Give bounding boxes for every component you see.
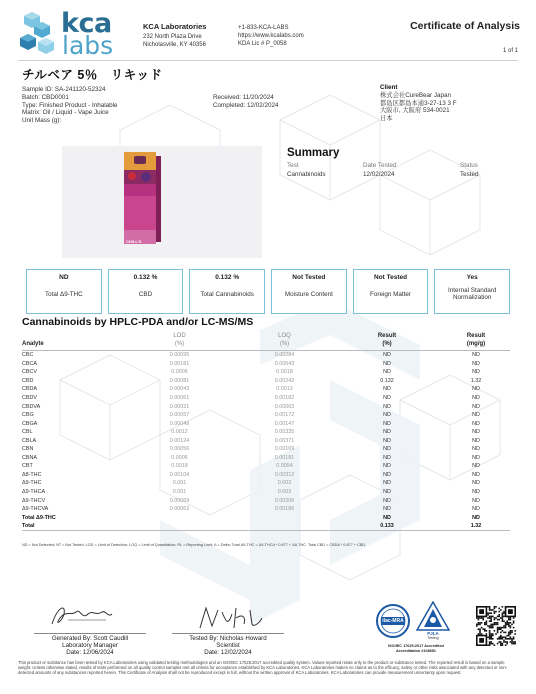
loq-cell: 0.0054 <box>276 463 293 470</box>
result-mg-cell: ND <box>472 352 480 359</box>
result-pct-cell: ND <box>383 463 391 470</box>
lod-cell: 0.00095 <box>169 352 190 359</box>
result-mg-cell: ND <box>472 497 480 504</box>
result-pct-cell: ND <box>383 369 391 376</box>
analyte-cell: CBNA <box>22 454 37 461</box>
analyte-cell: CBD <box>22 377 34 384</box>
col-result-pct <box>332 333 442 351</box>
table-row <box>22 360 510 369</box>
cannabinoids-title: Cannabinoids by HPLC-PDA and/or LC-MS/MS <box>22 316 254 328</box>
signature-scott-caudill <box>46 602 116 630</box>
result-pct-cell: ND <box>383 403 391 410</box>
result-mg-cell: ND <box>472 446 480 453</box>
col-lod-label: LOD <box>173 333 186 339</box>
analyte-cell: CBCV <box>22 369 37 376</box>
signature-block-right <box>162 635 294 657</box>
client-line2: 都島区都島本通3-27-13 3 F <box>380 99 457 107</box>
generated-by-title: Laboratory Manager <box>62 642 118 650</box>
table-row <box>22 479 510 488</box>
dates-info <box>213 94 333 110</box>
result-pct-cell: ND <box>383 429 391 436</box>
col-result-pct-unit: (%) <box>382 340 392 347</box>
analyte-cell: CBL <box>22 429 33 436</box>
col-lod-unit: (%) <box>174 340 185 347</box>
result-pct-cell: ND <box>383 395 391 401</box>
summary-title: Summary <box>287 147 340 159</box>
loq-cell: 0.00206 <box>274 497 295 504</box>
loq-cell: 0.0013 <box>276 386 293 393</box>
tile-label: Total Cannabinoids <box>200 291 254 298</box>
table-row <box>22 394 510 403</box>
analyte-cell: CBDVA <box>22 403 41 410</box>
lab-address-line1: 232 North Plaza Drive <box>143 34 202 40</box>
table-total-row <box>22 513 510 522</box>
result-pct-cell: ND <box>383 420 391 427</box>
analyte-cell: Total <box>22 522 122 531</box>
result-pct-cell: ND <box>383 489 391 496</box>
lab-address-line2: Nicholasville, KY 40356 <box>143 42 206 48</box>
sample-type: Type: Finished Product - Inhalable <box>22 101 118 109</box>
logo-kca-text: kca <box>61 8 112 39</box>
loq-cell: 0.00182 <box>274 395 295 401</box>
lod-cell <box>122 522 237 531</box>
table-row <box>22 368 510 377</box>
result-mg-cell: 1.32 <box>442 522 510 531</box>
result-pct-cell: ND <box>383 437 391 444</box>
col-loq-label: LOQ <box>278 333 291 339</box>
lod-cell: 0.00056 <box>169 446 190 453</box>
analyte-cell: CBCA <box>22 360 37 367</box>
result-mg-cell: ND <box>472 471 480 478</box>
lab-contact <box>238 24 338 48</box>
col-lod <box>122 333 237 351</box>
summary-col-test: Test <box>287 162 299 169</box>
tile-label: Moisture Content <box>284 291 333 298</box>
result-mg-cell: ND <box>472 514 480 521</box>
tile-value: Not Tested <box>373 274 408 281</box>
tile-value: 0.132 % <box>133 274 158 281</box>
table-row <box>22 377 510 386</box>
analyte-cell: Δ8-THC <box>22 471 42 478</box>
logo-cubes-icon <box>18 10 60 56</box>
pjla-triangle-icon <box>416 601 450 631</box>
lod-cell: 0.00124 <box>169 437 190 444</box>
tile-foreign-matter <box>353 269 429 314</box>
tile-label: Internal Standard Normalization <box>448 287 497 301</box>
tested-by: Tested By: Nicholas Howard <box>189 635 267 642</box>
lod-cell: 0.0012 <box>171 429 188 436</box>
analyte-cell: Δ9-THCVA <box>22 506 49 513</box>
analyte-cell: Δ9-THC <box>22 480 42 487</box>
table-row <box>22 428 510 437</box>
sample-info <box>22 86 202 125</box>
tested-by-title: Scientist <box>216 642 240 650</box>
cannabinoids-table <box>22 333 510 531</box>
table-row <box>22 496 510 505</box>
result-tiles <box>26 269 510 314</box>
iso-line2: Accreditation #108651 <box>395 648 437 653</box>
lod-cell: 0.00043 <box>169 386 190 393</box>
summary-status: Tested <box>460 171 479 178</box>
col-loq <box>237 333 332 351</box>
tile-internal-standard <box>434 269 510 314</box>
col-result-mg-label: Result <box>466 333 486 339</box>
result-mg-cell: ND <box>472 506 480 513</box>
client-info <box>380 84 520 123</box>
result-pct-cell: ND <box>383 506 391 513</box>
lab-license: KDA Lic # P_0058 <box>238 41 287 47</box>
result-pct-cell: 0.132 <box>380 377 394 384</box>
analyte-cell: CBG <box>22 412 34 419</box>
tile-total-cannabinoids <box>189 269 265 314</box>
tile-value: 0.132 % <box>215 274 240 281</box>
loq-cell: 0.00186 <box>274 506 295 513</box>
result-mg-cell: ND <box>472 386 480 393</box>
table-row <box>22 445 510 454</box>
col-result-pct-label: Result <box>377 333 397 339</box>
summary-date: 12/02/2024 <box>363 171 395 178</box>
result-mg-cell: ND <box>472 420 480 427</box>
header-divider <box>18 60 518 61</box>
table-row <box>22 471 510 480</box>
result-pct-cell: ND <box>383 497 391 504</box>
result-pct-cell: ND <box>383 514 391 521</box>
loq-cell: 0.00312 <box>274 471 295 478</box>
table-row <box>22 385 510 394</box>
tile-total-d9-thc <box>26 269 102 314</box>
tile-label: Foreign Matter <box>370 291 411 298</box>
result-pct-cell: ND <box>383 471 391 478</box>
result-mg-cell: ND <box>472 403 480 410</box>
completed-date: Completed: 12/02/2024 <box>213 101 279 109</box>
col-loq-unit: (%) <box>279 340 290 347</box>
loq-cell: 0.00371 <box>274 437 295 444</box>
lab-phone: +1-833-KCA-LABS <box>238 25 289 31</box>
table-row <box>22 436 510 445</box>
product-title: チルベア 5％ リキッド <box>22 68 163 82</box>
lod-cell: 0.00069 <box>169 497 190 504</box>
tile-value: Yes <box>466 274 478 281</box>
loq-cell: 0.00147 <box>274 420 295 427</box>
lab-name: KCA Laboratories <box>143 22 207 31</box>
generated-by-date: Date: 12/06/2024 <box>66 649 114 657</box>
result-pct-cell: 0.133 <box>332 522 442 531</box>
generated-by: Generated By: Scott Caudill <box>51 635 129 642</box>
result-mg-cell: ND <box>472 437 480 444</box>
iso-accreditation <box>366 644 466 653</box>
result-mg-cell: ND <box>472 463 480 470</box>
product-box-image <box>62 146 262 258</box>
loq-cell: 0.00063 <box>274 403 295 410</box>
analyte-cell: Δ9-THCA <box>22 489 46 496</box>
result-mg-cell: ND <box>472 369 480 376</box>
sig-line-left <box>34 633 146 634</box>
result-pct-cell: ND <box>383 446 391 453</box>
result-pct-cell: ND <box>383 352 391 359</box>
col-analyte: Analyte <box>22 333 122 351</box>
lod-cell: 0.00021 <box>169 403 190 410</box>
tile-cbd <box>108 269 184 314</box>
client-line1: 株式会社CureBear Japan <box>380 91 452 99</box>
signature-block-left <box>24 635 156 657</box>
table-total-row <box>22 522 510 531</box>
analyte-cell: CBC <box>22 352 34 359</box>
result-mg-cell: ND <box>472 412 480 419</box>
lod-cell: 0.00181 <box>169 360 190 367</box>
table-row <box>22 454 510 463</box>
table-row <box>22 462 510 471</box>
result-mg-cell: 1.32 <box>470 377 482 384</box>
table-header-row <box>22 333 510 351</box>
lab-info <box>143 22 233 49</box>
loq-cell: 0.00169 <box>274 446 295 453</box>
col-result-mg <box>442 333 510 351</box>
result-pct-cell: ND <box>383 386 391 393</box>
analyte-cell: CBDA <box>22 386 37 393</box>
col-result-mg-unit: (mg/g) <box>466 340 486 347</box>
kca-logo <box>18 8 130 60</box>
summary-col-status: Status <box>460 162 478 169</box>
page-number: 1 of 1 <box>502 48 518 54</box>
result-pct-cell: ND <box>383 360 391 367</box>
lod-cell: 0.00057 <box>169 412 190 419</box>
lod-cell: 0.0006 <box>171 454 188 461</box>
loq-cell: 0.00181 <box>274 454 295 461</box>
analyte-cell: CBLA <box>22 437 37 444</box>
qr-code[interactable] <box>476 606 516 646</box>
pjla-logo <box>416 601 450 640</box>
lod-cell: 0.00081 <box>169 377 190 384</box>
result-mg-cell: ND <box>472 360 480 367</box>
loq-cell: 0.003 <box>277 480 292 487</box>
loq-cell: 0.0018 <box>276 369 293 376</box>
lod-cell: 0.001 <box>172 489 187 496</box>
lod-cell: 0.0018 <box>171 463 188 470</box>
table-row <box>22 505 510 514</box>
table-row <box>22 402 510 411</box>
summary-col-date: Date Tested <box>363 162 397 169</box>
result-pct-cell: ND <box>383 412 391 419</box>
sig-line-right <box>172 633 284 634</box>
pjla-text: PJLA <box>427 631 439 636</box>
batch: Batch: CBD0001 <box>22 93 69 101</box>
result-mg-cell: ND <box>472 429 480 436</box>
tile-label: CBD <box>138 291 153 298</box>
logo-labs-text: labs <box>62 31 114 60</box>
loq-cell: 0.00543 <box>274 360 295 367</box>
lod-cell <box>122 513 237 522</box>
summary-test: Cannabinoids <box>287 171 326 178</box>
result-mg-cell: ND <box>472 454 480 461</box>
lod-cell: 0.00049 <box>169 420 190 427</box>
result-mg-cell: ND <box>472 395 480 401</box>
result-pct-cell: ND <box>383 454 391 461</box>
loq-cell: 0.003 <box>277 489 292 496</box>
client-line3: 大阪市, 大阪府 534-0021 <box>380 107 450 115</box>
table-row <box>22 351 510 360</box>
received-date: Received: 11/20/2024 <box>213 94 274 101</box>
table-row <box>22 488 510 497</box>
sample-id: Sample ID: SA-241120-52324 <box>22 86 106 93</box>
product-brand-label: CHILL'S <box>126 239 142 244</box>
ilac-mra-logo <box>376 604 410 638</box>
loq-cell <box>237 513 332 522</box>
signature-nicholas-howard <box>196 604 266 632</box>
tile-moisture <box>271 269 347 314</box>
analyte-cell: Total Δ9-THC <box>22 514 56 521</box>
pjla-sub-text: Testing <box>427 636 439 640</box>
lab-website[interactable]: https://www.kcalabs.com <box>238 33 304 39</box>
client-label: Client <box>380 84 398 91</box>
lod-cell: 0.00104 <box>169 471 190 478</box>
loq-cell: 0.00335 <box>274 429 295 436</box>
loq-cell: 0.00242 <box>274 377 295 384</box>
analyte-cell: CBT <box>22 463 33 470</box>
tile-value: ND <box>59 274 69 281</box>
lod-cell: 0.0006 <box>171 369 188 376</box>
analyte-cell: Δ9-THCV <box>22 497 46 504</box>
abbreviations-note: ND = Not Detected; NT = Not Tested; LOD = Limit of Detection; LOQ = Limit of Quantitation; RL = Reporting Limit; Δ = Delta; Total Δ9-THC = Δ9-THCA * 0.877 + Δ9-THC. Total CBD = CBDA * 0.877 + CBD. <box>22 543 367 547</box>
table-row <box>22 419 510 428</box>
table-row <box>22 411 510 420</box>
loq-cell: 0.00284 <box>274 352 295 359</box>
cannabinoids-table-body <box>22 351 510 531</box>
tile-label: Total Δ9-THC <box>44 291 83 298</box>
loq-cell <box>237 522 332 531</box>
unit-mass: Unit Mass (g): <box>22 117 62 125</box>
tested-by-date: Date: 12/02/2024 <box>204 649 252 657</box>
tile-value: Not Tested <box>292 274 326 281</box>
ilac-mra-text: ilac-MRA <box>382 617 404 624</box>
doc-title: Certificate of Analysis <box>410 20 520 32</box>
analyte-cell: CBN <box>22 446 34 453</box>
analyte-cell: CBGA <box>22 420 38 427</box>
disclaimer: This product or substance has been tested by KCA Laboratories using validated testing methodologies and an ISO/IEC 17025:2017 accredited quality system. Values reported relate only to the product or substance tested. The reported result is based on a sample weight. Unless otherwise stated, results of tests performed on all quality control samples met all criteria for acceptance established by KCA Laboratories. KCA Laboratories makes no claims as to the efficacy, safety or other risks associated with any detected or non-detected amounts of any substances reported herein. This Certificate of Analysis shall not be reproduced except in full, without the written approval of KCA Laboratories. KCA Laboratories can provide measurement uncertainty upon request. <box>18 660 508 675</box>
result-mg-cell: ND <box>472 480 480 487</box>
matrix: Matrix: Oil / Liquid - Vape Juice <box>22 109 109 117</box>
iso-line1: ISO/IEC 17025:2017 Accredited <box>388 644 444 648</box>
analyte-cell: CBDV <box>22 395 37 401</box>
loq-cell: 0.00172 <box>274 412 295 419</box>
lod-cell: 0.001 <box>172 480 187 487</box>
client-line4: 日本 <box>380 115 393 123</box>
lod-cell: 0.00061 <box>169 395 190 401</box>
result-pct-cell: ND <box>383 480 391 487</box>
result-mg-cell: ND <box>472 489 480 496</box>
lod-cell: 0.00062 <box>169 506 190 513</box>
product-photo <box>62 146 262 258</box>
